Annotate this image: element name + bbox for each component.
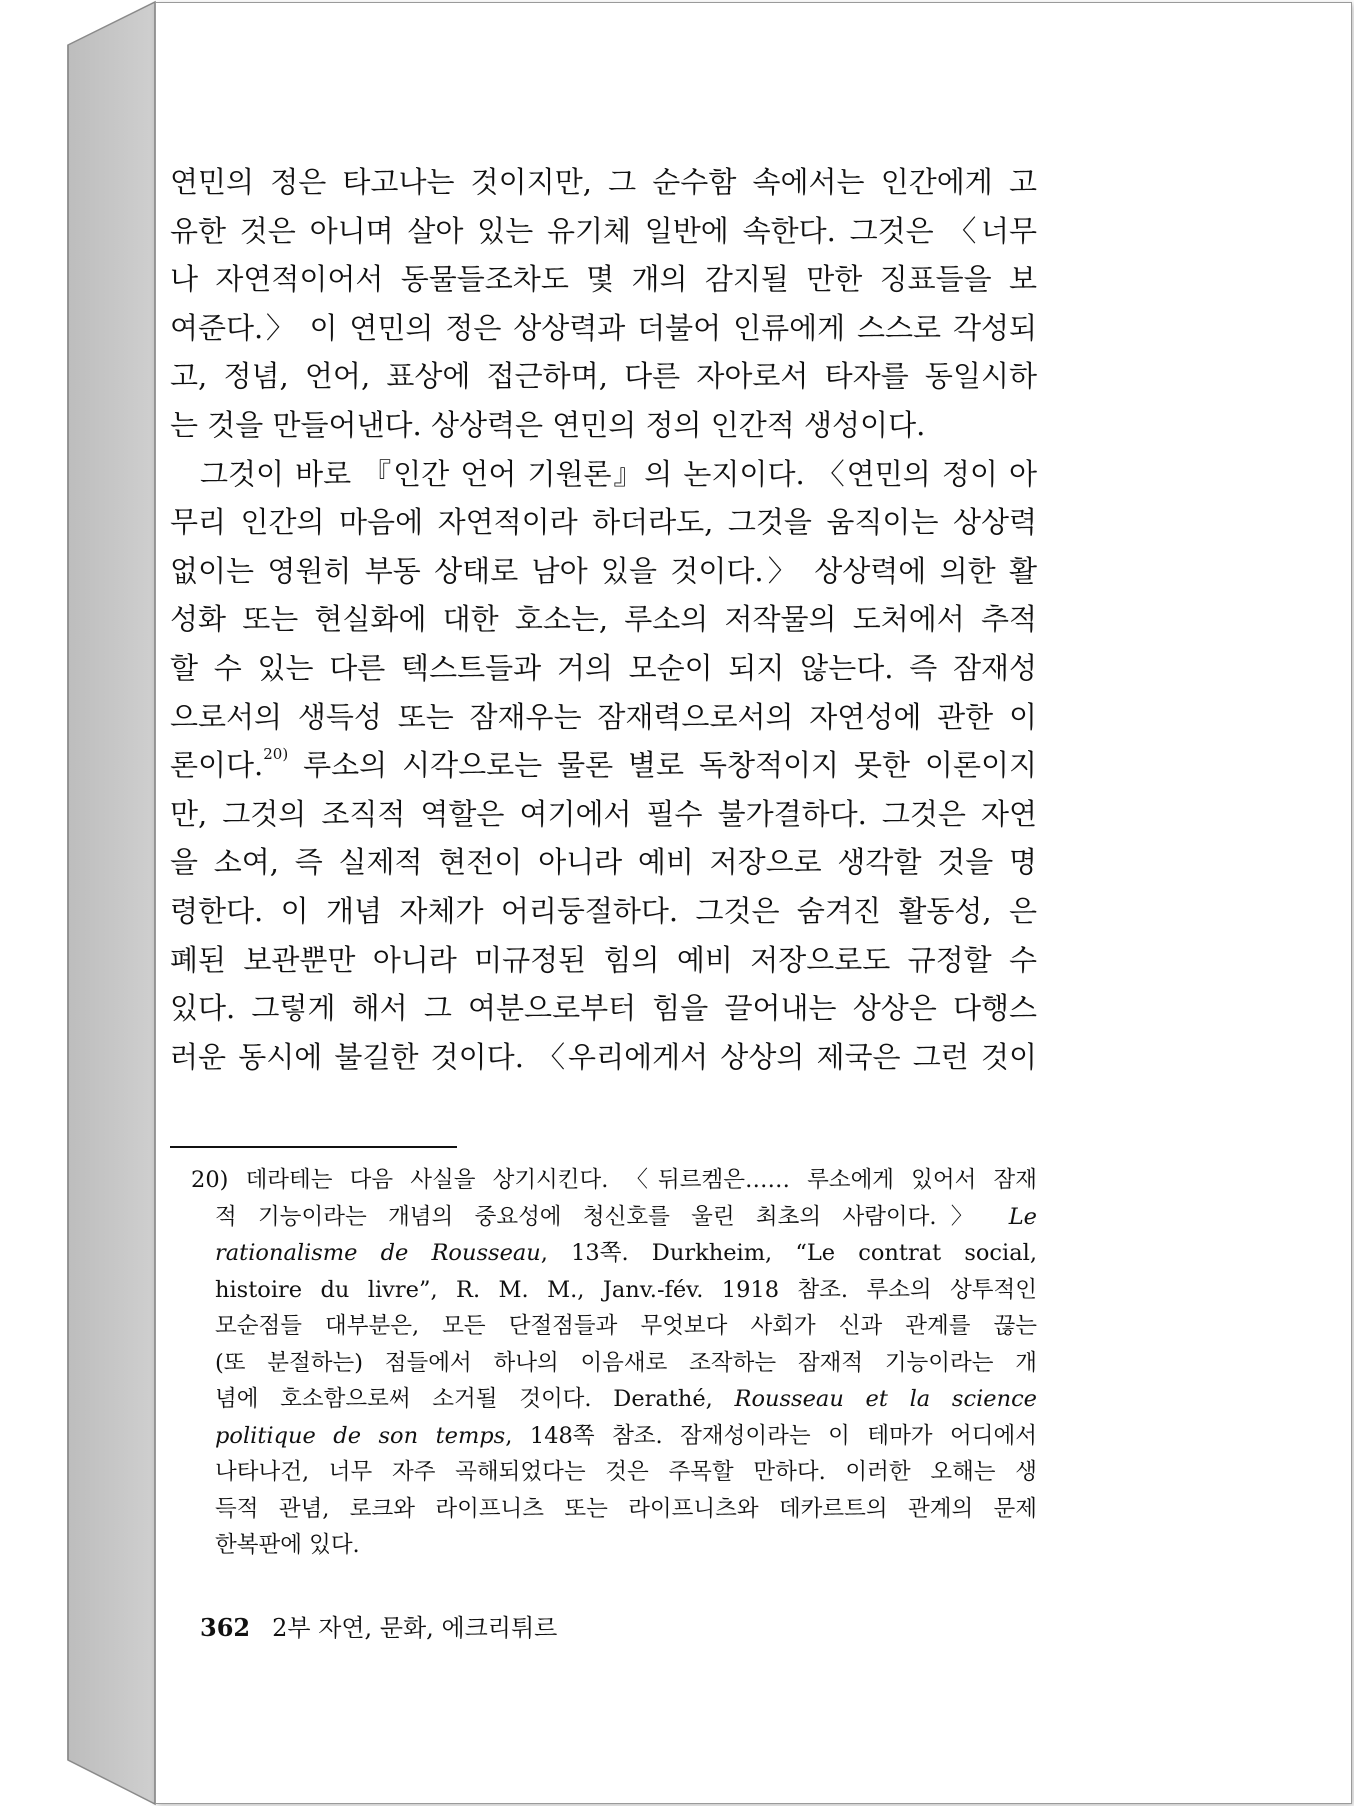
body-line: 성화 또는 현실화에 대한 호소는, 루소의 저작물의 도처에서 추적 xyxy=(170,602,1037,637)
body-line-start: 론이다. xyxy=(170,748,264,783)
footnote-divider xyxy=(170,1146,457,1148)
footnote-line: 득적 관념, 로크와 라이프니츠 또는 라이프니츠와 데카르트의 관계의 문제 xyxy=(215,1495,1037,1522)
footnote xyxy=(191,1162,1037,1564)
body-line xyxy=(170,741,1037,790)
footnote-line: (또 분절하는) 점들에서 하나의 이음새로 조작하는 잠재적 기능이라는 개 xyxy=(215,1349,1037,1376)
body-text xyxy=(170,158,1037,1081)
body-line-end: 루소의 시각으로는 물론 별로 독창적이지 못한 이론이지 xyxy=(303,748,1037,783)
footnote-line: 나타나건, 너무 자주 곡해되었다는 것은 주목할 만하다. 이러한 오해는 생 xyxy=(215,1459,1037,1485)
body-line: 그것이 바로 『인간 언어 기원론』의 논지이다. 〈연민의 정이 아 xyxy=(200,456,1037,491)
body-line: 만, 그것의 조직적 역할은 여기에서 필수 불가결하다. 그것은 자연 xyxy=(170,796,1037,831)
footnote-italic-title: politique de son temps xyxy=(215,1422,506,1449)
footnote-text: 데라테는 다음 사실을 상기시킨다. 〈뒤르켐은…… 루소에게 있어서 잠재 xyxy=(245,1167,1037,1193)
body-line: 령한다. 이 개념 자체가 어리둥절하다. 그것은 숨겨진 활동성, 은 xyxy=(170,893,1037,928)
footnote-italic-title: Le xyxy=(1008,1203,1037,1230)
footnote-text: 념에 호소함으로써 소거될 것이다. Derathé, xyxy=(215,1386,713,1412)
footnote-italic-title: Rousseau et la science xyxy=(734,1386,1037,1412)
footnote-line: 모순점들 대부분은, 모든 단절점들과 무엇보다 사회가 신과 관계를 끊는 xyxy=(215,1313,1037,1339)
running-footer xyxy=(200,1608,557,1643)
body-line: 유한 것은 아니며 살아 있는 유기체 일반에 속한다. 그것은 〈너무 xyxy=(170,213,1037,248)
footnote-text: , 148쪽 참조. 잠재성이라는 이 테마가 어디에서 xyxy=(505,1422,1037,1449)
section-title: 2부 자연, 문화, 에크리튀르 xyxy=(272,1614,558,1642)
footnote-line: 한복판에 있다. xyxy=(215,1532,360,1558)
body-line: 폐된 보관뿐만 아니라 미규정된 힘의 예비 저장으로도 규정할 수 xyxy=(170,942,1037,977)
footnote-text: , 13쪽. Durkheim, “Le contrat social, xyxy=(540,1240,1037,1266)
body-line: 무리 인간의 마음에 자연적이라 하더라도, 그것을 움직이는 상상력 xyxy=(170,505,1037,540)
footnote-line xyxy=(191,1162,1037,1199)
body-line: 여준다.〉 이 연민의 정은 상상력과 더불어 인류에게 스스로 각성되 xyxy=(170,310,1037,345)
footnote-line: histoire du livre”, R. M. M., Janv.-fév. 1918 참조. 루소의 상투적인 xyxy=(215,1276,1037,1303)
footnote-number: 20) xyxy=(191,1167,229,1193)
body-line: 는 것을 만들어낸다. 상상력은 연민의 정의 인간적 생성이다. xyxy=(170,407,926,442)
footnote-text: 적 기능이라는 개념의 중요성에 청신호를 울린 최초의 사람이다.〉 xyxy=(215,1203,988,1230)
footnote-line xyxy=(191,1199,1037,1236)
book-spine xyxy=(0,0,160,1806)
body-line: 없이는 영원히 부동 상태로 남아 있을 것이다.〉 상상력에 의한 활 xyxy=(170,553,1037,588)
body-line: 할 수 있는 다른 텍스트들과 거의 모순이 되지 않는다. 즉 잠재성 xyxy=(170,650,1037,685)
body-line: 나 자연적이어서 동물들조차도 몇 개의 감지될 만한 징표들을 보 xyxy=(170,262,1037,297)
body-line: 을 소여, 즉 실제적 현전이 아니라 예비 저장으로 생각할 것을 명 xyxy=(170,845,1037,880)
body-line: 러운 동시에 불길한 것이다. 〈우리에게서 상상의 제국은 그런 것이 xyxy=(170,1039,1037,1074)
body-line: 으로서의 생득성 또는 잠재우는 잠재력으로서의 자연성에 관한 이 xyxy=(170,699,1037,734)
body-line: 고, 정념, 언어, 표상에 접근하며, 다른 자아로서 타자를 동일시하 xyxy=(170,359,1037,394)
body-line: 있다. 그렇게 해서 그 여분으로부터 힘을 끌어내는 상상은 다행스 xyxy=(170,991,1037,1026)
footnote-reference[interactable]: 20) xyxy=(263,745,289,764)
footnote-line xyxy=(191,1235,1037,1272)
body-line: 연민의 정은 타고나는 것이지만, 그 순수함 속에서는 인간에게 고 xyxy=(170,165,1037,199)
page-number: 362 xyxy=(200,1613,251,1642)
footnote-italic-title: rationalisme de Rousseau xyxy=(215,1240,541,1266)
footnote-line xyxy=(191,1418,1037,1455)
footnote-line xyxy=(191,1381,1037,1418)
